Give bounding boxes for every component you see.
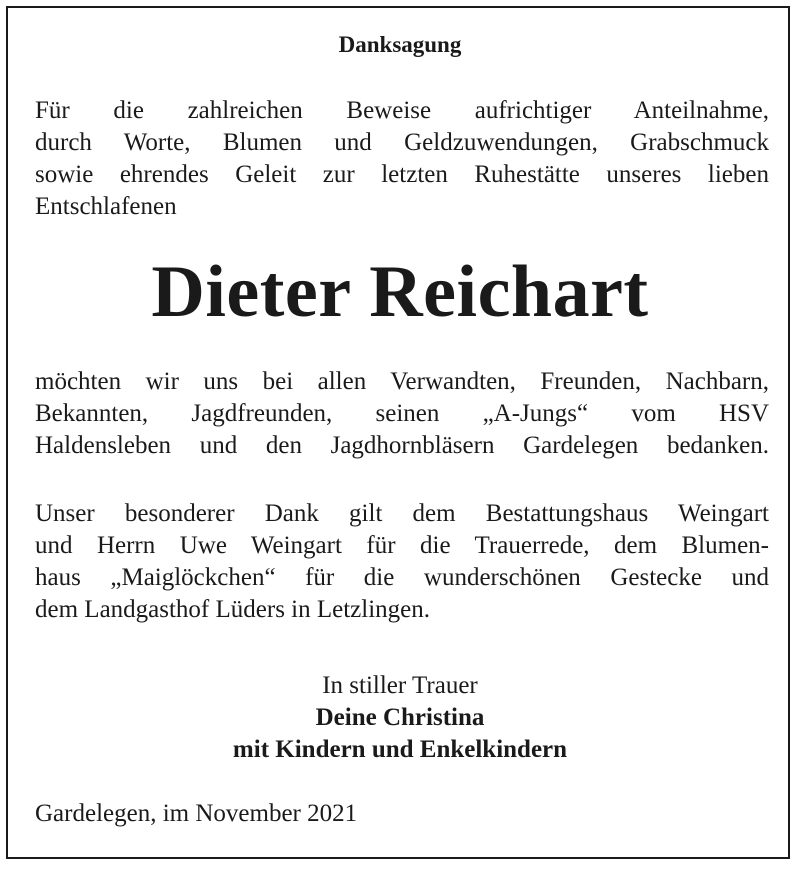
special-thanks-line: haus „Maiglöckchen“ für die wunderschönen Gestecke und — [35, 564, 769, 591]
intro-line: durch Worte, Blumen und Geldzuwendungen, Grabschmuck — [35, 129, 769, 156]
intro-paragraph — [35, 95, 769, 223]
signature-family: mit Kindern und Enkelkindern — [232, 736, 568, 763]
special-thanks-line: dem Landgasthof Lüders in Letzlingen. — [35, 596, 431, 623]
intro-line: Entschlafenen — [35, 193, 177, 220]
special-thanks-line: und Herrn Uwe Weingart für die Trauerrede, dem Blumen- — [35, 532, 769, 559]
thanks-line: möchten wir uns bei allen Verwandten, Freunden, Nachbarn, — [35, 368, 769, 395]
thanks-line: Haldensleben und den Jagdhornbläsern Gardelegen bedanken. — [35, 432, 769, 459]
intro-line: sowie ehrendes Geleit zur letzten Ruhestätte unseres lieben — [35, 161, 769, 188]
thanks-paragraph — [35, 366, 769, 462]
special-thanks-line: Unser besonderer Dank gilt dem Bestattungshaus Weingart — [35, 500, 769, 527]
thanks-line: Bekannten, Jagdfreunden, seinen „A-Jungs“ vom HSV — [35, 400, 769, 427]
special-thanks-paragraph — [35, 498, 769, 626]
notice-heading: Danksagung — [338, 32, 462, 57]
intro-line: Für die zahlreichen Beweise aufrichtiger Anteilnahme, — [35, 97, 769, 124]
deceased-name: Dieter Reichart — [151, 251, 649, 333]
place-date: Gardelegen, im November 2021 — [35, 800, 358, 827]
signature-name: Deine Christina — [315, 704, 485, 731]
signature-phrase: In stiller Trauer — [322, 672, 478, 699]
signature-block — [35, 670, 765, 766]
